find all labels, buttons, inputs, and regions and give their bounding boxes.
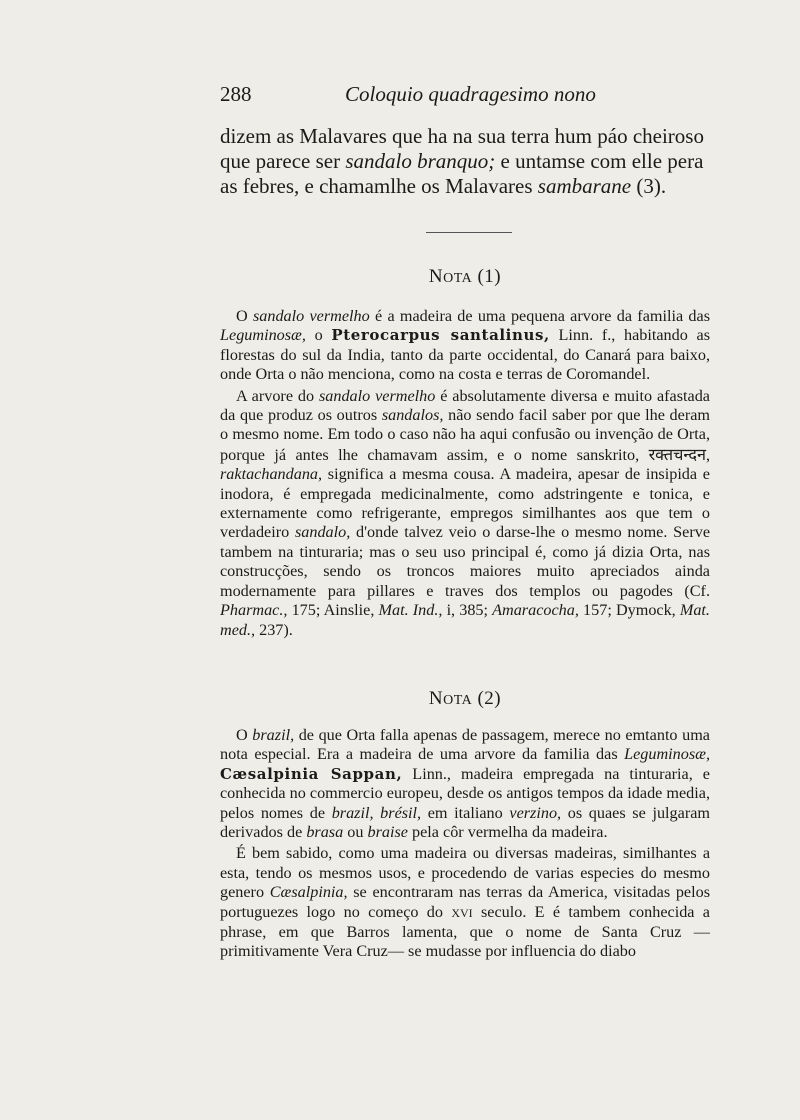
- italic-term: sandalos,: [381, 406, 444, 425]
- italic-term: brasa: [306, 823, 344, 842]
- note-1-paragraph-2: [220, 387, 710, 640]
- page-number: 288: [220, 82, 252, 106]
- text-run: ou: [343, 823, 368, 842]
- italic-term: braise: [367, 823, 408, 842]
- note-1-paragraph-1: [220, 307, 710, 385]
- note-1-text: [220, 307, 710, 640]
- botanical-name: Pterocarpus santalinus,: [331, 326, 550, 345]
- italic-term: verzino,: [509, 803, 562, 822]
- main-line-text: (3).: [631, 174, 667, 198]
- text-run: 175; Ainslie,: [287, 601, 379, 620]
- text-run: o: [305, 326, 332, 345]
- text-run: significa a mesma cousa. A madeira, apesar de insipida e inodora, é empregada medicinalmente, como adstringente e tonica, e externamente como refrigerante, empregos similhantes aos que tem o verdadeiro: [220, 465, 710, 542]
- note-2-text: [220, 726, 710, 962]
- text-run: é absolutamente diversa e muito afastada da que produz os outros: [220, 386, 710, 425]
- text-run: O: [236, 307, 253, 325]
- main-text: [220, 124, 710, 199]
- italic-term: Cæsalpinia,: [269, 883, 348, 902]
- main-line: [220, 124, 710, 149]
- italic-term: sandalo vermelho: [318, 386, 436, 405]
- text-run: não sendo facil saber por que lhe deram o mesmo nome. Em todo o caso não ha aqui confusão ou invenção de Orta, porque já antes lhe chamavam assim, e o nome sanskrito,: [220, 406, 711, 464]
- italic-term: Amaracocha,: [492, 601, 579, 620]
- section-rule: [426, 232, 512, 233]
- text-run: ,: [705, 445, 710, 464]
- text-run: em italiano: [421, 803, 510, 822]
- text-run: Linn., madeira empregada na tinturaria, e conhecida no commercio europeu, desde os antigos tempos da idade media, pelos nomes de: [220, 764, 710, 822]
- heading-initial: N: [428, 266, 444, 287]
- roman-numeral: XVI: [451, 905, 473, 920]
- italic-term: Mat. med.,: [220, 601, 710, 639]
- running-head: [220, 82, 710, 112]
- text-run: seculo. E é tambem conhecida a phrase, em que Barros lamenta, que o nome de Santa Cruz —primitivamente Vera Cruz— se mudasse por influencia do diabo: [220, 902, 710, 961]
- main-line: [220, 149, 710, 174]
- heading-initial: N: [428, 688, 444, 709]
- botanical-name: Cæsalpinia Sappan,: [220, 764, 403, 783]
- text-run: O: [236, 726, 253, 744]
- text-run: d'onde talvez veio o darse-lhe o mesmo nome. Serve tambem na tinturaria; mas o seu uso principal é, como já dizia Orta, nas construcções, sendo os troncos maiores muito apreciados ainda modernamente para pillares e traves dos templos ou pagodes (Cf.: [220, 523, 711, 600]
- text-run: A arvore do: [236, 386, 319, 405]
- heading-number: (1): [472, 266, 502, 287]
- italic-term: raktachandana,: [220, 465, 323, 484]
- heading-smallcaps: OTA: [443, 693, 473, 708]
- note-2-paragraph-1: [220, 726, 710, 842]
- heading-smallcaps: OTA: [443, 271, 473, 286]
- text-run: os quaes se julgaram derivados de: [220, 803, 710, 842]
- text-run: pela côr vermelha da madeira.: [407, 823, 608, 842]
- text-run: 237).: [255, 620, 293, 639]
- text-run: 157; Dymock,: [578, 601, 680, 620]
- main-line-text: e untamse com elle pera: [495, 149, 704, 173]
- note-2-heading: [220, 688, 710, 710]
- italic-term: brazil, brésil,: [331, 803, 422, 822]
- main-line-text: que parece ser: [220, 149, 346, 173]
- heading-number: (2): [472, 688, 502, 709]
- running-title: Coloquio quadragesimo nono: [345, 82, 596, 106]
- italic-term: Leguminosæ,: [624, 745, 710, 764]
- italic-term: sambarane: [537, 174, 632, 198]
- text-run: é a madeira de uma pequena arvore da familia das: [369, 307, 710, 325]
- italic-term: Leguminosæ,: [220, 326, 306, 345]
- main-line-text: dizem as Malavares que ha na sua terra hum páo cheiroso: [220, 124, 704, 148]
- italic-term: sandalo vermelho: [252, 307, 370, 325]
- note-1-heading: [220, 266, 710, 288]
- text-run: i, 385;: [442, 601, 493, 620]
- italic-term: sandalo branquo;: [345, 149, 496, 173]
- text-run: se encontraram nas terras da America, visitadas pelos portuguezes logo no começo do: [220, 883, 711, 921]
- text-run: de que Orta falla apenas de passagem, merece no emtanto uma nota especial. Era a madeira de uma arvore da familia das: [220, 726, 710, 764]
- italic-term: Mat. Ind.,: [378, 601, 443, 620]
- main-line: [220, 174, 710, 199]
- sanskrit-term: रक्तचन्दन: [648, 444, 706, 464]
- italic-term: sandalo,: [294, 523, 351, 542]
- main-line-text: as febres, e chamamlhe os Malavares: [220, 174, 538, 198]
- italic-term: brazil,: [252, 726, 295, 744]
- text-run: Linn. f., habitando as florestas do sul da India, tanto da parte occidental, do Canará para baixo, onde Orta o não menciona, como na costa e terras de Coromandel.: [220, 326, 710, 384]
- text-run: É bem sabido, como uma madeira ou diversas madeiras, similhantes a esta, tendo os mesmos usos, e procedendo de varias especies do mesmo genero: [220, 844, 710, 902]
- note-2-paragraph-2: [220, 844, 710, 961]
- italic-term: Pharmac.,: [220, 601, 288, 620]
